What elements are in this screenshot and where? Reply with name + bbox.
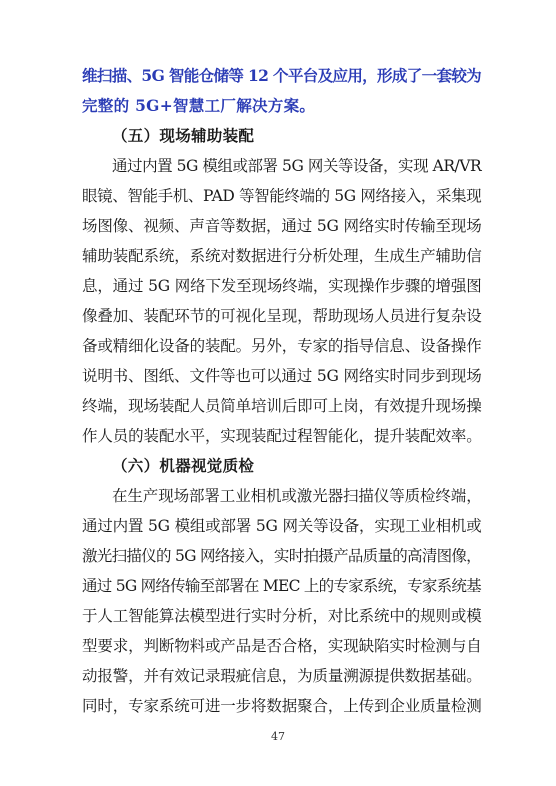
section6-paragraph-line: 激光扫描仪的 5G 网络接入，实时拍摄产品质量的高清图像， — [82, 547, 481, 565]
section5-paragraph-line: 作人员的装配水平，实现装配过程智能化，提升装配效率。 — [82, 427, 482, 445]
section5-paragraph-line: 场图像、视频、声音等数据，通过 5G 网络实时传输至现场 — [82, 217, 482, 235]
section-heading-5: （五）现场辅助装配 — [112, 126, 255, 145]
section6-paragraph-line: 同时，专家系统可进一步将数据聚合，上传到企业质量检测 — [82, 697, 482, 715]
section6-paragraph-line: 型要求，判断物料或产品是否合格，实现缺陷实时检测与自 — [82, 637, 482, 655]
section6-paragraph-line: 于人工智能算法模型进行实时分析，对比系统中的规则或模 — [82, 607, 482, 625]
section5-paragraph-line: 辅助装配系统，系统对数据进行分析处理，生成生产辅助信 — [82, 247, 482, 265]
intro-line-2: 完整的 5G+智慧工厂解决方案。 — [82, 96, 316, 115]
intro-line-1: 维扫描、5G 智能仓储等 12 个平台及应用，形成了一套较为 — [82, 66, 482, 85]
section5-paragraph-line: 息，通过 5G 网络下发至现场终端，实现操作步骤的增强图 — [82, 277, 482, 295]
section6-paragraph-line: 动报警，并有效记录瑕疵信息，为质量溯源提供数据基础。 — [82, 667, 482, 685]
section5-paragraph-line: 像叠加、装配环节的可视化呈现，帮助现场人员进行复杂设 — [82, 307, 482, 325]
section6-paragraph-line: 通过 5G 网络传输至部署在 MEC 上的专家系统，专家系统基 — [82, 577, 481, 595]
section5-paragraph-line: 说明书、图纸、文件等也可以通过 5G 网络实时同步到现场 — [82, 367, 482, 385]
section-heading-6: （六）机器视觉质检 — [112, 456, 255, 475]
section6-paragraph-line: 通过内置 5G 模组或部署 5G 网关等设备，实现工业相机或 — [82, 517, 482, 535]
section6-paragraph-line: 在生产现场部署工业相机或激光器扫描仪等质检终端， — [112, 487, 482, 505]
section5-paragraph-line: 备或精细化设备的装配。另外，专家的指导信息、设备操作 — [82, 337, 482, 355]
section5-paragraph-line: 通过内置 5G 模组或部署 5G 网关等设备，实现 AR/VR — [112, 157, 482, 175]
section5-paragraph-line: 眼镜、智能手机、PAD 等智能终端的 5G 网络接入，采集现 — [82, 187, 482, 205]
section5-paragraph-line: 终端，现场装配人员简单培训后即可上岗，有效提升现场操 — [82, 397, 482, 415]
page-number: 47 — [271, 730, 285, 743]
